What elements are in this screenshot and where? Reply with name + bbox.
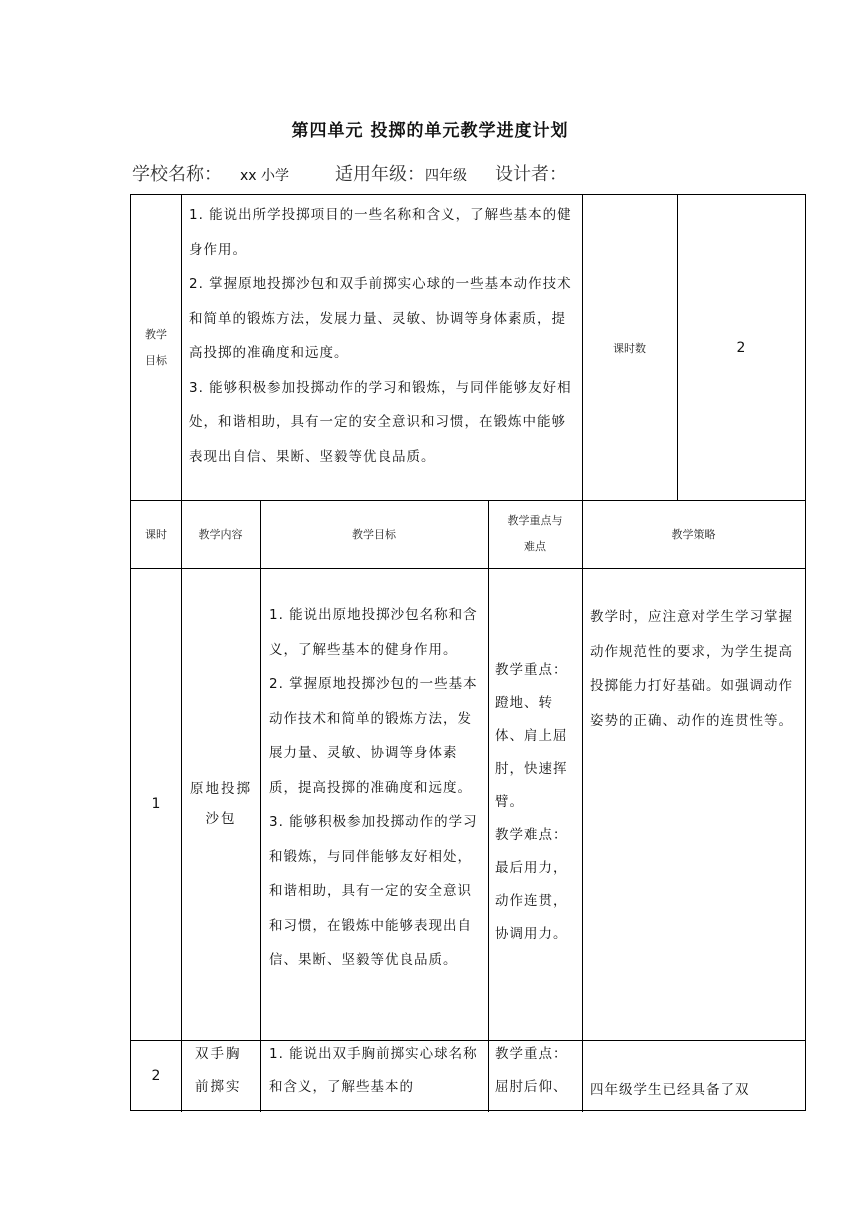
row2-lesson: 2: [151, 1068, 161, 1084]
header-goals: 教学目标: [352, 528, 396, 541]
school-value: xx 小学: [240, 168, 290, 184]
header-lesson: 课时: [145, 528, 167, 541]
plan-table: [130, 194, 806, 1111]
school-label: 学校名称：: [132, 164, 222, 185]
row1-content: 原地投掷沙包: [190, 781, 252, 827]
row1-key-point: 教学重点：蹬地、转体、肩上屈肘，快速挥臂。: [495, 662, 568, 810]
unit-goal-3: 3. 能够积极参加投掷动作的学习和锻炼，与同伴能够友好相处，和谐相助，具有一定的安全意识和习惯，在锻炼中能够表现出自信、果断、坚毅等优良品质。: [189, 379, 572, 465]
row1-strategy: 教学时，应注意对学生学习掌握动作规范性的要求，为学生提高投掷能力打好基础。如强调动作姿势的正确、动作的连贯性等。: [590, 609, 793, 729]
row2-strategy: 四年级学生已经具备了双: [590, 1082, 750, 1098]
unit-goal-label: 教学目标: [145, 327, 167, 367]
designer-label: 设计者：: [495, 164, 568, 185]
row2-goals: [269, 1038, 483, 1104]
grade-label: 适用年级：: [335, 164, 426, 185]
row1-difficulty: 教学难点：最后用力，动作连贯，协调用力。: [495, 827, 568, 942]
hours-value: 2: [736, 339, 746, 356]
row1-goal-1: 1. 能说出原地投掷沙包名称和含义，了解些基本的健身作用。: [269, 607, 478, 658]
row1-lesson: 1: [151, 796, 161, 812]
meta-line: [132, 160, 567, 186]
unit-goal-1: 1. 能说出所学投掷项目的一些名称和含义，了解些基本的健身作用。: [189, 207, 572, 258]
row1-keypoints: [495, 654, 577, 951]
row2-keypoints: 教学重点：屈肘后仰、: [495, 1046, 568, 1095]
page-title: 第四单元 投掷的单元教学进度计划: [291, 121, 569, 141]
hours-label: 课时数: [613, 341, 646, 355]
row1-goal-2: 2. 掌握原地投掷沙包的一些基本动作技术和简单的锻炼方法，发展力量、灵敏、协调等身体素质，提高投掷的准确度和远度。: [269, 676, 478, 796]
unit-goals: [189, 198, 579, 474]
row1-goal-3: 3. 能够积极参加投掷动作的学习和锻炼，与同伴能够友好相处，和谐相助，具有一定的安全意识和习惯，在锻炼中能够表现出自信、果断、坚毅等优良品质。: [269, 814, 478, 968]
header-content: 教学内容: [198, 528, 243, 541]
unit-goal-2: 2. 掌握原地投掷沙包和双手前掷实心球的一些基本动作技术和简单的锻炼方法，发展力量、灵敏、协调等身体素质，提高投掷的准确度和远度。: [189, 276, 572, 361]
header-strategy: 教学策略: [671, 528, 716, 541]
header-keypoints: 教学重点与难点: [507, 514, 563, 553]
grade-value: 四年级: [425, 168, 468, 184]
row2-goal-1: 1. 能说出双手胸前掷实心球名称和含义，了解些基本的: [269, 1046, 478, 1095]
row1-goals: [269, 598, 483, 978]
row2-content: 双手胸前掷实: [195, 1046, 242, 1095]
